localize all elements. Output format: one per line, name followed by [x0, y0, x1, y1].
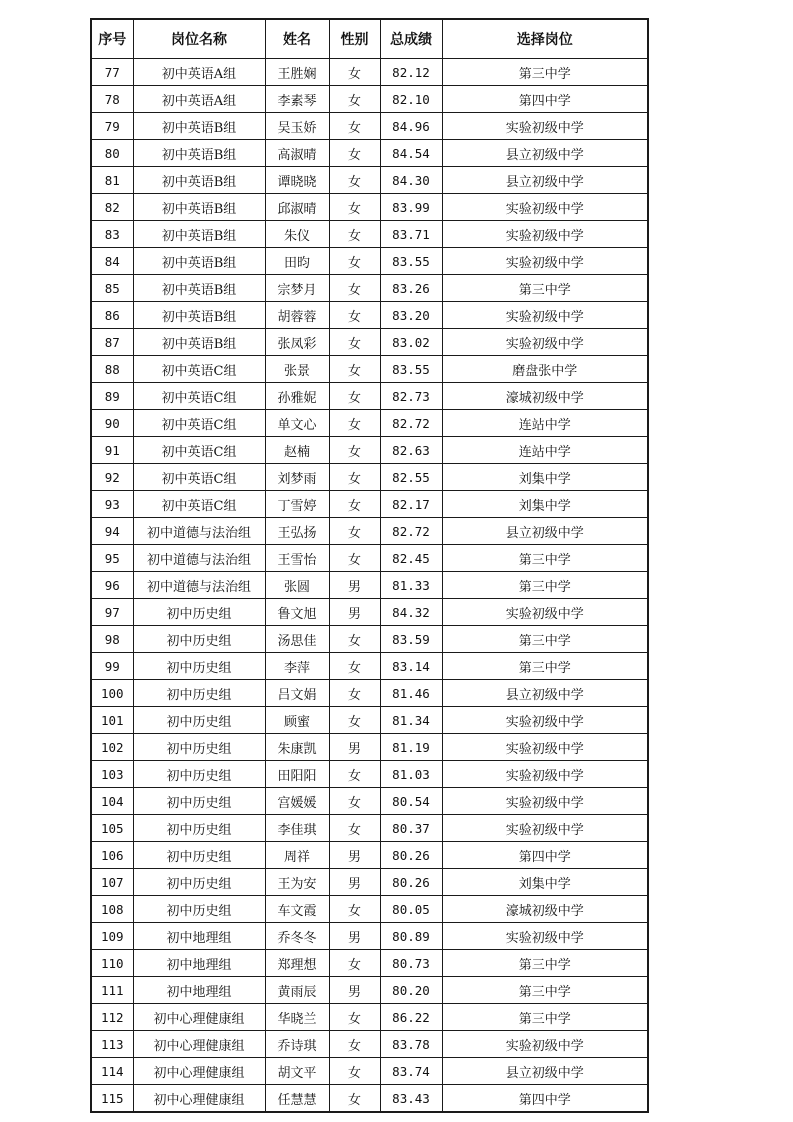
- cell-index: 114: [91, 1058, 133, 1085]
- cell-gender: 女: [329, 194, 380, 221]
- cell-total-score: 80.20: [380, 977, 442, 1004]
- cell-position-name: 初中英语B组: [133, 221, 265, 248]
- cell-index: 107: [91, 869, 133, 896]
- cell-index: 92: [91, 464, 133, 491]
- header-index: 序号: [91, 19, 133, 59]
- cell-total-score: 81.19: [380, 734, 442, 761]
- cell-gender: 女: [329, 302, 380, 329]
- cell-position-name: 初中历史组: [133, 653, 265, 680]
- cell-total-score: 84.30: [380, 167, 442, 194]
- cell-name: 朱康凯: [265, 734, 329, 761]
- cell-total-score: 84.32: [380, 599, 442, 626]
- cell-name: 孙雅妮: [265, 383, 329, 410]
- cell-name: 王为安: [265, 869, 329, 896]
- cell-name: 胡蓉蓉: [265, 302, 329, 329]
- cell-gender: 女: [329, 1085, 380, 1113]
- cell-total-score: 83.99: [380, 194, 442, 221]
- cell-index: 106: [91, 842, 133, 869]
- cell-total-score: 83.55: [380, 248, 442, 275]
- cell-gender: 女: [329, 680, 380, 707]
- cell-total-score: 80.26: [380, 842, 442, 869]
- cell-position-name: 初中心理健康组: [133, 1085, 265, 1113]
- header-name: 姓名: [265, 19, 329, 59]
- cell-total-score: 80.05: [380, 896, 442, 923]
- cell-chosen-position: 实验初级中学: [442, 923, 648, 950]
- cell-position-name: 初中英语C组: [133, 383, 265, 410]
- cell-total-score: 81.03: [380, 761, 442, 788]
- cell-name: 朱仪: [265, 221, 329, 248]
- cell-position-name: 初中英语C组: [133, 437, 265, 464]
- cell-name: 华晓兰: [265, 1004, 329, 1031]
- cell-total-score: 83.14: [380, 653, 442, 680]
- cell-index: 98: [91, 626, 133, 653]
- cell-chosen-position: 濠城初级中学: [442, 383, 648, 410]
- cell-gender: 男: [329, 923, 380, 950]
- cell-chosen-position: 刘集中学: [442, 491, 648, 518]
- cell-chosen-position: 县立初级中学: [442, 167, 648, 194]
- cell-name: 高淑晴: [265, 140, 329, 167]
- cell-position-name: 初中英语B组: [133, 302, 265, 329]
- cell-total-score: 80.37: [380, 815, 442, 842]
- cell-chosen-position: 第三中学: [442, 1004, 648, 1031]
- cell-position-name: 初中英语A组: [133, 86, 265, 113]
- cell-position-name: 初中历史组: [133, 815, 265, 842]
- cell-chosen-position: 磨盘张中学: [442, 356, 648, 383]
- cell-total-score: 82.72: [380, 410, 442, 437]
- table-row: [91, 842, 648, 869]
- cell-position-name: 初中心理健康组: [133, 1031, 265, 1058]
- cell-position-name: 初中英语B组: [133, 275, 265, 302]
- cell-name: 郑理想: [265, 950, 329, 977]
- cell-name: 乔诗琪: [265, 1031, 329, 1058]
- cell-total-score: 83.55: [380, 356, 442, 383]
- cell-index: 82: [91, 194, 133, 221]
- cell-total-score: 84.96: [380, 113, 442, 140]
- cell-name: 邱淑晴: [265, 194, 329, 221]
- cell-name: 刘梦雨: [265, 464, 329, 491]
- cell-position-name: 初中英语B组: [133, 113, 265, 140]
- table-row: [91, 977, 648, 1004]
- cell-position-name: 初中英语C组: [133, 491, 265, 518]
- cell-index: 95: [91, 545, 133, 572]
- table-row: [91, 950, 648, 977]
- cell-chosen-position: 第三中学: [442, 545, 648, 572]
- cell-chosen-position: 实验初级中学: [442, 788, 648, 815]
- cell-chosen-position: 县立初级中学: [442, 140, 648, 167]
- cell-index: 110: [91, 950, 133, 977]
- cell-name: 顾蜜: [265, 707, 329, 734]
- cell-chosen-position: 连站中学: [442, 410, 648, 437]
- table-row: [91, 923, 648, 950]
- cell-total-score: 86.22: [380, 1004, 442, 1031]
- cell-gender: 女: [329, 896, 380, 923]
- table-row: [91, 1031, 648, 1058]
- cell-gender: 女: [329, 761, 380, 788]
- cell-chosen-position: 第三中学: [442, 653, 648, 680]
- table-row: [91, 86, 648, 113]
- cell-chosen-position: 实验初级中学: [442, 194, 648, 221]
- cell-chosen-position: 实验初级中学: [442, 113, 648, 140]
- cell-position-name: 初中英语B组: [133, 167, 265, 194]
- cell-gender: 女: [329, 464, 380, 491]
- results-table: [90, 18, 649, 1113]
- cell-gender: 女: [329, 1058, 380, 1085]
- table-row: [91, 518, 648, 545]
- cell-position-name: 初中英语C组: [133, 356, 265, 383]
- cell-gender: 女: [329, 329, 380, 356]
- cell-chosen-position: 实验初级中学: [442, 707, 648, 734]
- cell-index: 101: [91, 707, 133, 734]
- cell-position-name: 初中地理组: [133, 977, 265, 1004]
- cell-position-name: 初中历史组: [133, 626, 265, 653]
- table-row: [91, 329, 648, 356]
- cell-position-name: 初中历史组: [133, 734, 265, 761]
- cell-gender: 女: [329, 59, 380, 86]
- table-row: [91, 275, 648, 302]
- cell-index: 87: [91, 329, 133, 356]
- table-row: [91, 437, 648, 464]
- cell-name: 王雪怡: [265, 545, 329, 572]
- cell-name: 宫媛媛: [265, 788, 329, 815]
- cell-chosen-position: 第三中学: [442, 950, 648, 977]
- cell-position-name: 初中心理健康组: [133, 1004, 265, 1031]
- cell-name: 李素琴: [265, 86, 329, 113]
- cell-index: 113: [91, 1031, 133, 1058]
- cell-chosen-position: 实验初级中学: [442, 1031, 648, 1058]
- cell-position-name: 初中英语B组: [133, 194, 265, 221]
- cell-total-score: 82.17: [380, 491, 442, 518]
- cell-chosen-position: 刘集中学: [442, 464, 648, 491]
- cell-total-score: 83.78: [380, 1031, 442, 1058]
- table-row: [91, 653, 648, 680]
- cell-index: 85: [91, 275, 133, 302]
- cell-total-score: 82.12: [380, 59, 442, 86]
- cell-name: 胡文平: [265, 1058, 329, 1085]
- cell-total-score: 81.46: [380, 680, 442, 707]
- cell-chosen-position: 实验初级中学: [442, 221, 648, 248]
- table-row: [91, 464, 648, 491]
- cell-chosen-position: 实验初级中学: [442, 329, 648, 356]
- cell-name: 乔冬冬: [265, 923, 329, 950]
- cell-name: 丁雪婷: [265, 491, 329, 518]
- cell-position-name: 初中历史组: [133, 869, 265, 896]
- cell-gender: 女: [329, 950, 380, 977]
- cell-gender: 女: [329, 491, 380, 518]
- cell-name: 李佳琪: [265, 815, 329, 842]
- cell-chosen-position: 实验初级中学: [442, 761, 648, 788]
- table-row: [91, 221, 648, 248]
- table-row: [91, 194, 648, 221]
- cell-total-score: 82.72: [380, 518, 442, 545]
- table-row: [91, 140, 648, 167]
- cell-gender: 女: [329, 626, 380, 653]
- cell-name: 田昀: [265, 248, 329, 275]
- cell-position-name: 初中历史组: [133, 761, 265, 788]
- table-header: [91, 19, 648, 59]
- table-row: [91, 356, 648, 383]
- cell-chosen-position: 第四中学: [442, 842, 648, 869]
- cell-gender: 男: [329, 734, 380, 761]
- cell-index: 112: [91, 1004, 133, 1031]
- cell-chosen-position: 第三中学: [442, 977, 648, 1004]
- cell-gender: 女: [329, 167, 380, 194]
- cell-position-name: 初中历史组: [133, 896, 265, 923]
- cell-gender: 女: [329, 653, 380, 680]
- cell-total-score: 80.54: [380, 788, 442, 815]
- cell-total-score: 81.33: [380, 572, 442, 599]
- table-row: [91, 572, 648, 599]
- cell-gender: 女: [329, 1004, 380, 1031]
- cell-chosen-position: 实验初级中学: [442, 734, 648, 761]
- cell-index: 81: [91, 167, 133, 194]
- cell-total-score: 82.73: [380, 383, 442, 410]
- cell-name: 鲁文旭: [265, 599, 329, 626]
- cell-name: 周祥: [265, 842, 329, 869]
- table-row: [91, 59, 648, 86]
- cell-name: 谭晓晓: [265, 167, 329, 194]
- cell-total-score: 80.73: [380, 950, 442, 977]
- cell-chosen-position: 实验初级中学: [442, 815, 648, 842]
- cell-index: 90: [91, 410, 133, 437]
- table-row: [91, 302, 648, 329]
- cell-index: 84: [91, 248, 133, 275]
- cell-chosen-position: 刘集中学: [442, 869, 648, 896]
- cell-name: 任慧慧: [265, 1085, 329, 1113]
- cell-gender: 女: [329, 788, 380, 815]
- table-row: [91, 1058, 648, 1085]
- table-row: [91, 626, 648, 653]
- cell-name: 张圆: [265, 572, 329, 599]
- cell-position-name: 初中地理组: [133, 923, 265, 950]
- cell-gender: 女: [329, 383, 380, 410]
- table-row: [91, 113, 648, 140]
- cell-index: 86: [91, 302, 133, 329]
- cell-gender: 女: [329, 518, 380, 545]
- cell-position-name: 初中英语C组: [133, 464, 265, 491]
- cell-name: 汤思佳: [265, 626, 329, 653]
- cell-chosen-position: 第四中学: [442, 1085, 648, 1113]
- cell-chosen-position: 实验初级中学: [442, 248, 648, 275]
- cell-gender: 男: [329, 842, 380, 869]
- cell-position-name: 初中历史组: [133, 599, 265, 626]
- cell-index: 105: [91, 815, 133, 842]
- header-total-score: 总成绩: [380, 19, 442, 59]
- table-row: [91, 761, 648, 788]
- cell-chosen-position: 第三中学: [442, 626, 648, 653]
- cell-total-score: 83.20: [380, 302, 442, 329]
- cell-chosen-position: 县立初级中学: [442, 1058, 648, 1085]
- cell-name: 张凤彩: [265, 329, 329, 356]
- cell-position-name: 初中英语C组: [133, 410, 265, 437]
- cell-total-score: 83.74: [380, 1058, 442, 1085]
- table-row: [91, 491, 648, 518]
- cell-name: 单文心: [265, 410, 329, 437]
- table-row: [91, 599, 648, 626]
- cell-name: 宗梦月: [265, 275, 329, 302]
- cell-total-score: 82.55: [380, 464, 442, 491]
- cell-index: 97: [91, 599, 133, 626]
- cell-index: 115: [91, 1085, 133, 1113]
- cell-gender: 男: [329, 869, 380, 896]
- cell-chosen-position: 第三中学: [442, 59, 648, 86]
- cell-name: 车文霞: [265, 896, 329, 923]
- cell-index: 88: [91, 356, 133, 383]
- cell-name: 吴玉娇: [265, 113, 329, 140]
- cell-position-name: 初中历史组: [133, 707, 265, 734]
- cell-chosen-position: 实验初级中学: [442, 302, 648, 329]
- table-row: [91, 869, 648, 896]
- cell-position-name: 初中道德与法治组: [133, 545, 265, 572]
- cell-name: 王胜娴: [265, 59, 329, 86]
- cell-name: 张景: [265, 356, 329, 383]
- cell-chosen-position: 第三中学: [442, 572, 648, 599]
- cell-position-name: 初中英语B组: [133, 329, 265, 356]
- table-row: [91, 815, 648, 842]
- cell-gender: 男: [329, 599, 380, 626]
- cell-position-name: 初中心理健康组: [133, 1058, 265, 1085]
- cell-name: 吕文娟: [265, 680, 329, 707]
- cell-total-score: 82.45: [380, 545, 442, 572]
- table-row: [91, 734, 648, 761]
- table-row: [91, 410, 648, 437]
- document-page: [90, 18, 649, 1113]
- cell-chosen-position: 濠城初级中学: [442, 896, 648, 923]
- cell-chosen-position: 第四中学: [442, 86, 648, 113]
- cell-position-name: 初中地理组: [133, 950, 265, 977]
- cell-name: 李萍: [265, 653, 329, 680]
- table-row: [91, 896, 648, 923]
- cell-total-score: 82.63: [380, 437, 442, 464]
- cell-total-score: 83.02: [380, 329, 442, 356]
- cell-total-score: 83.71: [380, 221, 442, 248]
- cell-chosen-position: 县立初级中学: [442, 680, 648, 707]
- header-row: [91, 19, 648, 59]
- cell-position-name: 初中道德与法治组: [133, 572, 265, 599]
- table-row: [91, 1085, 648, 1113]
- table-row: [91, 248, 648, 275]
- cell-gender: 男: [329, 977, 380, 1004]
- cell-gender: 女: [329, 140, 380, 167]
- cell-index: 104: [91, 788, 133, 815]
- cell-gender: 女: [329, 410, 380, 437]
- cell-position-name: 初中历史组: [133, 788, 265, 815]
- cell-index: 94: [91, 518, 133, 545]
- cell-gender: 女: [329, 275, 380, 302]
- cell-gender: 女: [329, 437, 380, 464]
- cell-gender: 女: [329, 1031, 380, 1058]
- cell-total-score: 80.26: [380, 869, 442, 896]
- cell-index: 108: [91, 896, 133, 923]
- cell-gender: 男: [329, 572, 380, 599]
- cell-total-score: 81.34: [380, 707, 442, 734]
- cell-index: 103: [91, 761, 133, 788]
- cell-total-score: 83.43: [380, 1085, 442, 1113]
- table-row: [91, 545, 648, 572]
- cell-position-name: 初中道德与法治组: [133, 518, 265, 545]
- cell-name: 黄雨辰: [265, 977, 329, 1004]
- table-row: [91, 167, 648, 194]
- cell-name: 田阳阳: [265, 761, 329, 788]
- table-row: [91, 1004, 648, 1031]
- cell-gender: 女: [329, 86, 380, 113]
- cell-gender: 女: [329, 815, 380, 842]
- cell-position-name: 初中英语A组: [133, 59, 265, 86]
- cell-chosen-position: 连站中学: [442, 437, 648, 464]
- cell-index: 77: [91, 59, 133, 86]
- cell-index: 111: [91, 977, 133, 1004]
- cell-position-name: 初中英语B组: [133, 140, 265, 167]
- cell-total-score: 83.59: [380, 626, 442, 653]
- table-body: [91, 59, 648, 1113]
- cell-index: 96: [91, 572, 133, 599]
- cell-gender: 女: [329, 545, 380, 572]
- cell-total-score: 84.54: [380, 140, 442, 167]
- cell-gender: 女: [329, 221, 380, 248]
- cell-gender: 女: [329, 707, 380, 734]
- cell-position-name: 初中历史组: [133, 842, 265, 869]
- header-gender: 性别: [329, 19, 380, 59]
- cell-gender: 女: [329, 248, 380, 275]
- header-chosen-position: 选择岗位: [442, 19, 648, 59]
- cell-index: 102: [91, 734, 133, 761]
- cell-index: 80: [91, 140, 133, 167]
- cell-index: 109: [91, 923, 133, 950]
- table-row: [91, 680, 648, 707]
- cell-gender: 女: [329, 113, 380, 140]
- table-row: [91, 788, 648, 815]
- cell-index: 79: [91, 113, 133, 140]
- cell-total-score: 83.26: [380, 275, 442, 302]
- table-row: [91, 383, 648, 410]
- cell-total-score: 80.89: [380, 923, 442, 950]
- cell-index: 99: [91, 653, 133, 680]
- cell-chosen-position: 县立初级中学: [442, 518, 648, 545]
- cell-position-name: 初中历史组: [133, 680, 265, 707]
- cell-chosen-position: 第三中学: [442, 275, 648, 302]
- table-row: [91, 707, 648, 734]
- cell-name: 王弘扬: [265, 518, 329, 545]
- cell-index: 91: [91, 437, 133, 464]
- cell-index: 78: [91, 86, 133, 113]
- cell-index: 100: [91, 680, 133, 707]
- header-position-name: 岗位名称: [133, 19, 265, 59]
- cell-index: 93: [91, 491, 133, 518]
- cell-chosen-position: 实验初级中学: [442, 599, 648, 626]
- cell-index: 83: [91, 221, 133, 248]
- cell-total-score: 82.10: [380, 86, 442, 113]
- cell-name: 赵楠: [265, 437, 329, 464]
- cell-gender: 女: [329, 356, 380, 383]
- cell-index: 89: [91, 383, 133, 410]
- cell-position-name: 初中英语B组: [133, 248, 265, 275]
